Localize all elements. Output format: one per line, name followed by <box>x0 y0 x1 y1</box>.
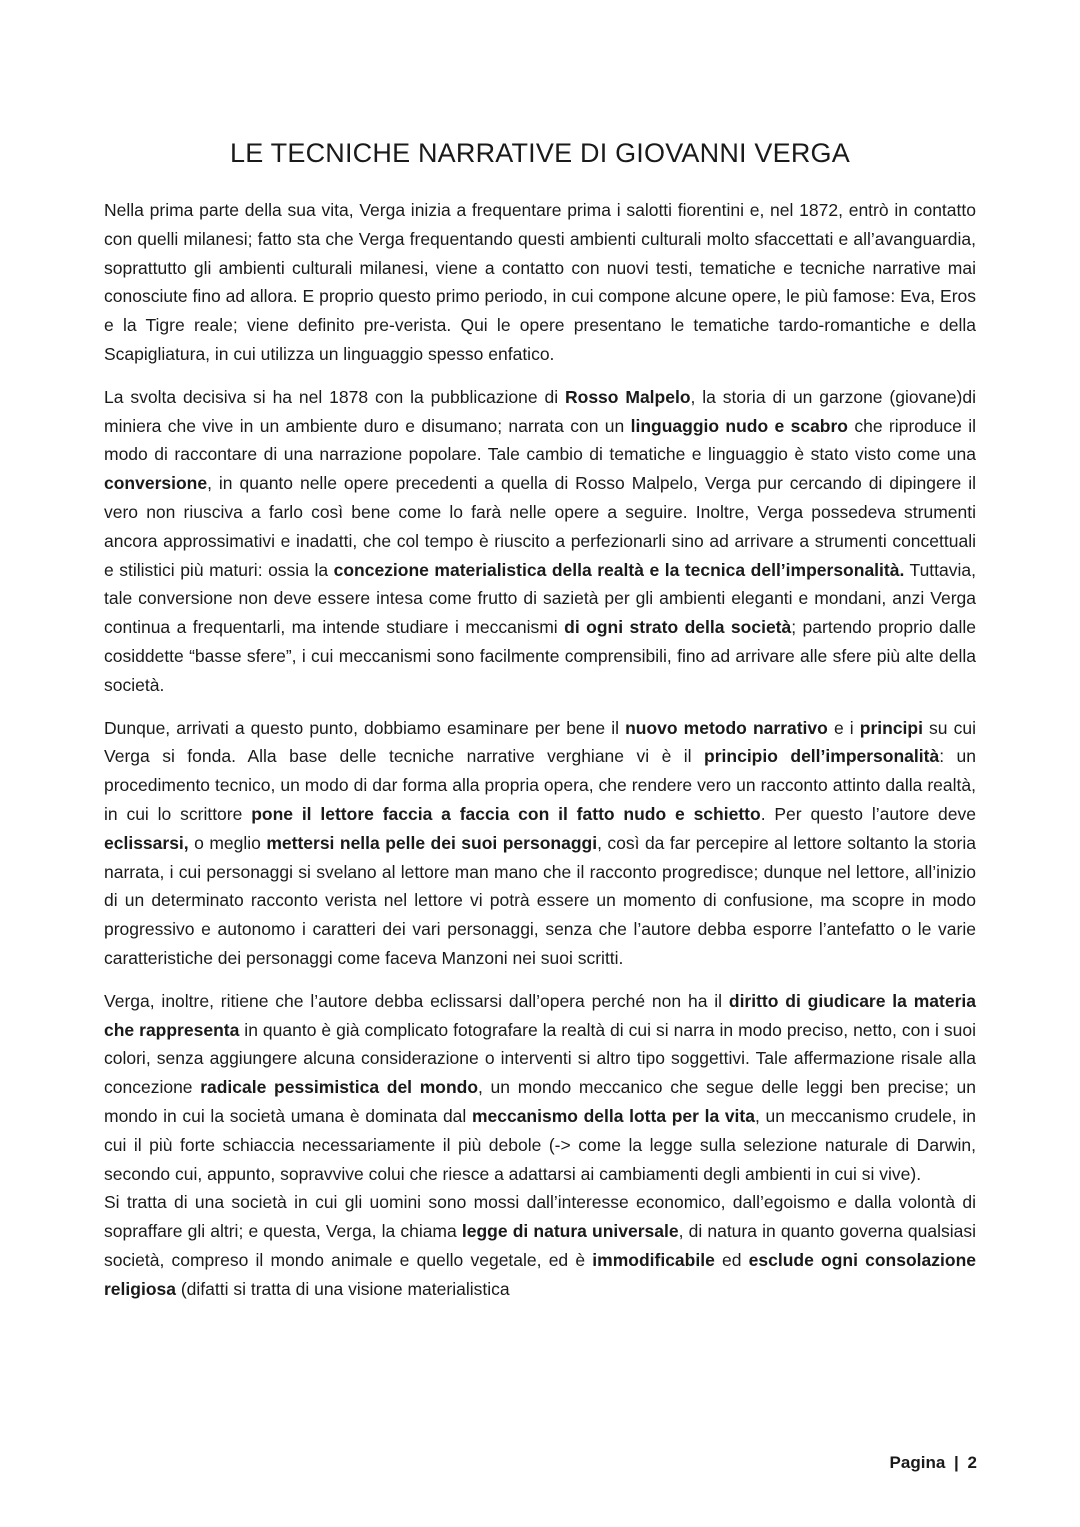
bold-text: radicale pessimistica del mondo <box>200 1077 479 1098</box>
text-run: Dunque, arrivati a questo punto, dobbiamo esaminare per bene il <box>104 717 626 738</box>
text-run: e i <box>827 717 860 738</box>
paragraph <box>104 1188 976 1303</box>
bold-text: diritto di giudicare la materia che rappresenta <box>104 990 976 1040</box>
bold-text: principio dell’impersonalità <box>704 746 940 767</box>
text-run: ; partendo proprio dalle cosiddette “basse sfere”, i cui meccanismi sono facilmente comprensibili, fino ad arrivare alle sfere più alte della società. <box>104 617 976 695</box>
bold-text: mettersi nella pelle dei suoi personaggi <box>266 832 598 853</box>
bold-text: conversione <box>104 473 208 494</box>
page-title: LE TECNICHE NARRATIVE DI GIOVANNI VERGA <box>230 138 850 168</box>
bold-text: Rosso Malpelo <box>565 386 691 407</box>
text-run: : un procedimento tecnico, un modo di dar forma alla propria opera, che rendere vero un racconto attinto dalla realtà, in cui lo scrittore <box>104 746 976 824</box>
text-run: , di natura in quanto governa qualsiasi società, compreso il mondo animale e quello vegetale, ed è <box>104 1221 976 1270</box>
text-run: , la storia di un garzone (giovane)di miniera che vive in un ambiente duro e disumano; narrata con un <box>104 386 976 436</box>
bold-text: legge di natura universale <box>461 1221 679 1242</box>
page-content <box>104 138 976 1303</box>
page-label: Pagina <box>889 1453 946 1472</box>
text-run: . Per questo l’autore deve <box>760 803 977 824</box>
page-footer <box>890 1453 977 1473</box>
text-run: o meglio <box>188 832 267 853</box>
text-run: su cui Verga si fonda. Alla base delle tecniche narrative verghiane vi è il <box>104 717 977 767</box>
paragraph <box>104 383 976 700</box>
text-run: La svolta decisiva si ha nel 1878 con la pubblicazione di <box>104 386 565 407</box>
text-run: , un mondo meccanico che segue delle leggi ben precise; un mondo in cui la società umana è dominata dal <box>104 1077 976 1126</box>
text-run: ed <box>714 1249 749 1270</box>
text-run: (difatti si tratta di una visione materialistica <box>175 1278 510 1299</box>
bold-text: principi <box>859 717 923 738</box>
bold-text: concezione materialistica della realtà e la tecnica dell’impersonalità. <box>333 559 905 580</box>
text-run: in quanto è già complicato fotografare la realtà di cui si narra in modo preciso, netto, con i suoi colori, senza aggiungere alcuna considerazione o interventi si altro tipo soggettivi. Tale affermazione risale alla concezione <box>104 1019 977 1098</box>
bold-text: di ogni strato della società <box>564 617 792 638</box>
text-run: Verga, inoltre, ritiene che l’autore debba eclissarsi dall’opera perché non ha il <box>104 990 729 1011</box>
text-run: , così da far percepire al lettore soltanto la storia narrata, i cui personaggi si svelano al lettore man mano che il racconto progredisce; dunque nel lettore, all’inizio di un determinato racconto verista nel lettore vi potrà essere un momento di confusione, ma scopre in modo progressivo e autonomo i caratteri dei vari personaggi, senza che l’autore debba esporre l’antefatto o le varie caratteristiche dei personaggi come faceva Manzoni nei suoi scritti. <box>104 832 976 968</box>
bold-text: pone il lettore faccia a faccia con il fatto nudo e schietto <box>251 803 761 824</box>
paragraph <box>104 196 976 369</box>
text-run: che riproduce il modo di raccontare di una narrazione popolare. Tale cambio di tematiche e linguaggio è stato visto come una <box>104 415 976 465</box>
page-number: 2 <box>967 1453 977 1472</box>
text-run: Si tratta di una società in cui gli uomini sono mossi dall’interesse economico, dall’egoismo e dalla volontà di sopraffare gli altri; e questa, Verga, la chiama <box>104 1192 976 1242</box>
bold-text: linguaggio nudo e scabro <box>630 415 848 436</box>
bold-text: meccanismo della lotta per la vita <box>471 1105 755 1126</box>
text-run: , un meccanismo crudele, in cui il più forte schiaccia necessariamente il più debole (-> come la legge sulla selezione naturale di Darwin, secondo cui, appunto, sopravvive colui che riesce a adattarsi ai cambiamenti degli ambienti in cui si vive). <box>104 1105 976 1184</box>
bold-text: nuovo metodo narrativo <box>625 717 828 738</box>
bold-text: eclissarsi, <box>104 832 189 853</box>
paragraph <box>104 714 976 973</box>
text-run: Nella prima parte della sua vita, Verga inizia a frequentare prima i salotti fiorentini e, nel 1872, entrò in contatto con quelli milanesi; fatto sta che Verga frequentando questi ambienti culturali molto sfaccettati e all’avanguardia, soprattutto gli ambienti culturali milanesi, viene a contatto con nuovi testi, tematiche e tecniche narrative mai conosciute fino ad allora. E proprio questo primo periodo, in cui compone alcune opere, le più famose: Eva, Eros e la Tigre reale; viene definito pre-verista. Qui le opere presentano le tematiche tardo-romantiche e della Scapigliatura, in cui utilizza un linguaggio spesso enfatico. <box>104 200 976 364</box>
text-run: Tuttavia, tale conversione non deve essere intesa come frutto di sazietà per gli ambienti eleganti e mondani, anzi Verga continua a frequentarli, ma intende studiare i meccanismi <box>104 559 976 638</box>
bold-text: esclude ogni consolazione religiosa <box>104 1249 976 1299</box>
bold-text: immodificabile <box>592 1249 715 1270</box>
page-separator: | <box>954 1453 959 1472</box>
text-run: , in quanto nelle opere precedenti a quella di Rosso Malpelo, Verga pur cercando di dipingere il vero non riusciva a farlo così bene come lo farà nelle opere a seguire. Inoltre, Verga possedeva strumenti ancora approssimativi e inadatti, che col tempo è riuscito a perfezionarli sino ad arrivare a strumenti concettuali e stilistici più maturi: ossia la <box>104 473 976 580</box>
paragraph <box>104 987 976 1189</box>
